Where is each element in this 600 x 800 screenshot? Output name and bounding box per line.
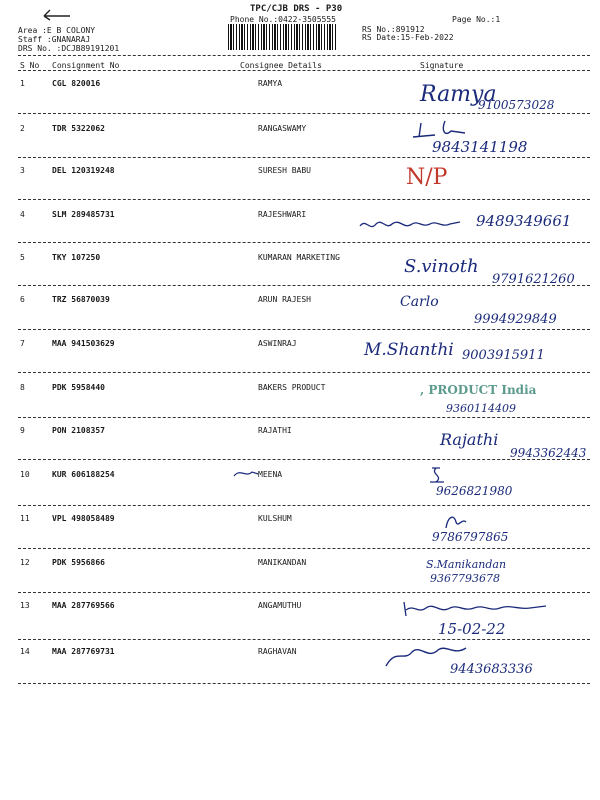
row-consignment: MAA 287769731 — [52, 647, 115, 656]
header-divider — [18, 55, 590, 56]
row-consignment: VPL 498058489 — [52, 514, 115, 523]
row-signature: Rajathi — [440, 430, 499, 449]
row-sno: 4 — [20, 210, 25, 219]
row-phone: 9943362443 — [510, 446, 587, 460]
row-sno: 11 — [20, 514, 30, 523]
row-sno: 14 — [20, 647, 30, 656]
row-divider — [18, 242, 590, 243]
row-divider — [18, 592, 590, 593]
row-consignment: KUR 606188254 — [52, 470, 115, 479]
row-consignment: DEL 120319248 — [52, 166, 115, 175]
rs-date: RS Date:15-Feb-2022 — [362, 33, 454, 42]
page-number: Page No.:1 — [452, 15, 501, 24]
row-phone: 9443683336 — [450, 662, 533, 677]
row-consignee: MEENA — [258, 470, 283, 479]
row-sno: 13 — [20, 601, 30, 610]
rs-number: RS No.:891912 — [362, 25, 425, 34]
row-phone: 9100573028 — [478, 98, 555, 112]
company-stamp: , PRODUCT India — [420, 383, 537, 397]
row-consignment: PDK 5958440 — [52, 383, 105, 392]
row-phone: 9791621260 — [492, 272, 575, 287]
barcode — [228, 24, 336, 50]
row-sno: 8 — [20, 383, 25, 392]
row-sno: 3 — [20, 166, 25, 175]
row-consignee: BAKERS PRODUCT — [258, 383, 326, 392]
row-consignment: TDR 5322062 — [52, 124, 105, 133]
row-consignee: RAJATHI — [258, 426, 292, 435]
sheet-title: TPC/CJB DRS - P30 — [250, 4, 343, 14]
row-consignment: SLM 289485731 — [52, 210, 115, 219]
row-phone: 9626821980 — [436, 484, 513, 498]
row-consignee: RAMYA — [258, 79, 283, 88]
signature-scribble — [426, 464, 450, 486]
row-consignee: SURESH BABU — [258, 166, 311, 175]
row-phone: 9843141198 — [432, 138, 528, 156]
row-consignment: MAA 941503629 — [52, 339, 115, 348]
row-divider — [18, 199, 590, 200]
row-signature: M.Shanthi — [364, 340, 454, 360]
consignee-scribble — [230, 466, 260, 480]
row-divider — [18, 157, 590, 158]
row-consignment: PON 2108357 — [52, 426, 105, 435]
row-divider — [18, 548, 590, 549]
signature-scribble — [356, 214, 466, 236]
row-consignee: ASWINRAJ — [258, 339, 297, 348]
row-divider — [18, 505, 590, 506]
staff-label: Staff :GNANARAJ — [18, 35, 91, 44]
row-consignee: RANGASWAMY — [258, 124, 307, 133]
column-divider — [18, 70, 590, 71]
row-sno: 5 — [20, 253, 25, 262]
row-consignment: MAA 287769566 — [52, 601, 115, 610]
row-divider — [18, 459, 590, 460]
row-phone: 9786797865 — [432, 530, 509, 544]
row-consignee: KULSHUM — [258, 514, 292, 523]
row-consignee: MANIKANDAN — [258, 558, 307, 567]
column-sno: S No — [20, 61, 40, 70]
row-sno: 12 — [20, 558, 30, 567]
row-signature: N/P — [406, 165, 448, 190]
row-signature: Carlo — [400, 294, 439, 310]
phone-number: Phone No.:0422-3505555 — [230, 15, 336, 24]
row-consignee: RAJESHWARI — [258, 210, 307, 219]
row-divider — [18, 639, 590, 640]
row-phone: 9367793678 — [430, 572, 500, 585]
row-consignee: ARUN RAJESH — [258, 295, 311, 304]
drs-number: DRS No. :DCJB89191201 — [18, 44, 120, 53]
column-consignment: Consignment No — [52, 61, 120, 70]
row-signature: S.Manikandan — [426, 558, 507, 571]
row-divider — [18, 113, 590, 114]
row-sno: 1 — [20, 79, 25, 88]
row-consignee: ANGAMUTHU — [258, 601, 302, 610]
row-consignment: CGL 820016 — [52, 79, 101, 88]
row-consignee: KUMARAN MARKETING — [258, 253, 340, 262]
row-consignment: TRZ 56870039 — [52, 295, 110, 304]
row-sno: 10 — [20, 470, 30, 479]
row-divider — [18, 285, 590, 286]
row-consignment: PDK 5956866 — [52, 558, 105, 567]
row-divider — [18, 683, 590, 684]
signature-scribble — [400, 598, 550, 620]
column-signature: Signature — [420, 61, 464, 70]
signature-scribble — [440, 510, 470, 532]
row-consignment: TKY 107250 — [52, 253, 101, 262]
row-phone: 15-02-22 — [438, 620, 506, 638]
row-divider — [18, 372, 590, 373]
column-consignee: Consignee Details — [240, 61, 322, 70]
row-signature: Ramya — [420, 82, 497, 107]
row-phone: 9003915911 — [462, 348, 545, 363]
row-consignee: RAGHAVAN — [258, 647, 297, 656]
row-divider — [18, 329, 590, 330]
area-label: Area :E B COLONY — [18, 26, 96, 35]
row-divider — [18, 417, 590, 418]
hand-drawn-arrow-icon — [40, 6, 80, 22]
row-signature: S.vinoth — [404, 256, 479, 277]
row-sno: 7 — [20, 339, 25, 348]
row-phone: 9489349661 — [476, 212, 572, 230]
row-phone: 9360114409 — [446, 402, 516, 415]
row-sno: 6 — [20, 295, 25, 304]
row-sno: 9 — [20, 426, 25, 435]
row-phone: 9994929849 — [474, 312, 557, 327]
row-sno: 2 — [20, 124, 25, 133]
